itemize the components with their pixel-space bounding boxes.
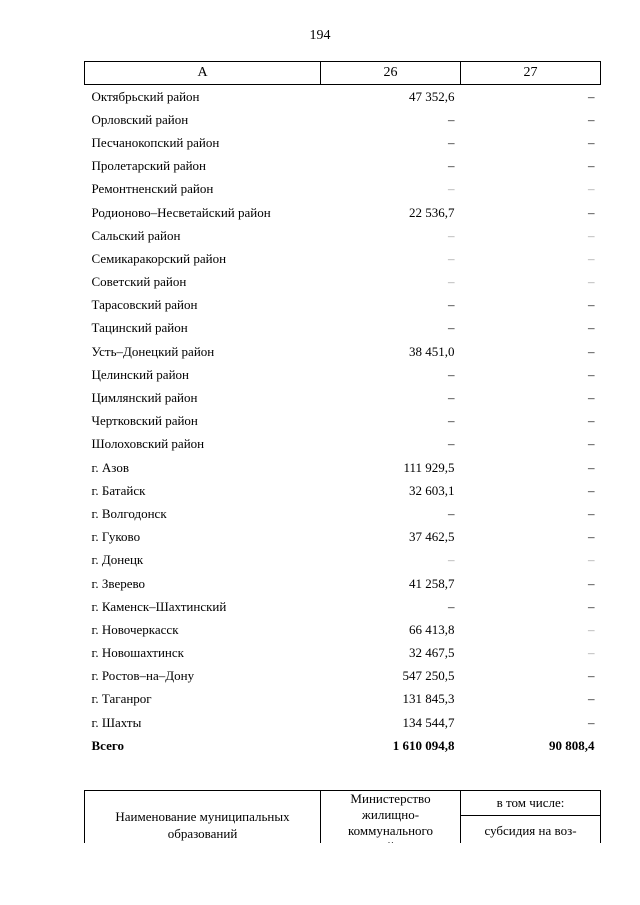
value-col-27: – bbox=[588, 274, 595, 290]
municipality-name: г. Новочеркасск bbox=[91, 621, 179, 637]
table-row bbox=[85, 642, 601, 665]
value-col-26: 37 462,5 bbox=[409, 529, 455, 545]
total-col-26: 1 610 094,8 bbox=[392, 737, 455, 753]
municipality-name: Советский район bbox=[91, 274, 187, 290]
municipality-name: Шолоховский район bbox=[91, 436, 205, 452]
value-col-27: – bbox=[588, 645, 595, 661]
municipality-name: г. Ростов–на–Дону bbox=[91, 668, 195, 684]
table-row bbox=[85, 456, 601, 479]
value-col-26: – bbox=[448, 297, 455, 313]
value-col-27: – bbox=[588, 413, 595, 429]
appendix-table bbox=[84, 61, 601, 757]
value-col-27: – bbox=[588, 250, 595, 266]
value-col-26: – bbox=[448, 390, 455, 406]
table-row bbox=[85, 479, 601, 502]
value-col-26: 41 258,7 bbox=[409, 575, 455, 591]
value-col-27: – bbox=[588, 297, 595, 313]
value-col-27: – bbox=[588, 390, 595, 406]
municipality-name: Пролетарский район bbox=[91, 158, 207, 174]
table-row bbox=[85, 85, 601, 109]
value-col-26: – bbox=[448, 505, 455, 521]
table-row bbox=[85, 526, 601, 549]
value-col-27: – bbox=[588, 691, 595, 707]
value-col-26: – bbox=[448, 111, 455, 127]
value-col-26: 111 929,5 bbox=[403, 459, 455, 475]
value-col-26: – bbox=[448, 181, 455, 197]
value-col-26: – bbox=[448, 134, 455, 150]
value-col-26: 38 451,0 bbox=[409, 343, 455, 359]
page-bottom-margin bbox=[0, 843, 640, 905]
table-row bbox=[85, 711, 601, 734]
value-col-27: – bbox=[588, 343, 595, 359]
municipality-name: Ремонтненский район bbox=[91, 181, 214, 197]
value-col-26: 32 603,1 bbox=[409, 482, 455, 498]
value-col-26: 32 467,5 bbox=[409, 645, 455, 661]
value-col-27: – bbox=[588, 598, 595, 614]
table-row bbox=[85, 386, 601, 409]
value-col-26: – bbox=[448, 158, 455, 174]
municipality-name: г. Шахты bbox=[91, 714, 142, 730]
column-header-ministry: Министерство жилищно-коммунального bbox=[321, 791, 461, 856]
value-col-26: 131 845,3 bbox=[402, 691, 455, 707]
column-header-26: 26 bbox=[321, 62, 461, 85]
municipality-name: Родионово–Несветайский район bbox=[91, 204, 271, 220]
total-label: Всего bbox=[91, 737, 124, 753]
column-header-municipality: Наименование муниципальных образований bbox=[85, 791, 321, 856]
value-col-27: – bbox=[588, 436, 595, 452]
value-col-27: – bbox=[588, 714, 595, 730]
table-row bbox=[85, 688, 601, 711]
table-row bbox=[85, 131, 601, 154]
value-col-26: – bbox=[448, 413, 455, 429]
value-col-26: – bbox=[448, 227, 455, 243]
value-col-27: – bbox=[588, 111, 595, 127]
municipality-name: г. Батайск bbox=[91, 482, 146, 498]
table-row bbox=[85, 340, 601, 363]
municipality-name: г. Азов bbox=[91, 459, 129, 475]
value-col-26: 66 413,8 bbox=[409, 621, 455, 637]
value-col-27: – bbox=[588, 227, 595, 243]
value-col-27: – bbox=[588, 482, 595, 498]
municipality-name: Семикаракорский район bbox=[91, 250, 227, 266]
column-header-including: в том числе: bbox=[461, 791, 601, 816]
municipality-name: г. Гуково bbox=[91, 529, 141, 545]
municipality-name: г. Новошахтинск bbox=[91, 645, 184, 661]
municipality-name: Сальский район bbox=[91, 227, 181, 243]
value-col-27: – bbox=[588, 575, 595, 591]
table-row bbox=[85, 363, 601, 386]
table-body bbox=[85, 85, 601, 758]
municipality-name: г. Зверево bbox=[91, 575, 146, 591]
table-row bbox=[85, 410, 601, 433]
value-col-27: – bbox=[588, 320, 595, 336]
table-row bbox=[85, 502, 601, 525]
value-col-27: – bbox=[588, 621, 595, 637]
table-row bbox=[85, 618, 601, 641]
municipality-name: Целинский район bbox=[91, 366, 189, 382]
value-col-27: – bbox=[588, 366, 595, 382]
value-col-27: – bbox=[588, 158, 595, 174]
municipality-name: г. Донецк bbox=[91, 552, 144, 568]
value-col-26: – bbox=[448, 250, 455, 266]
table-row bbox=[85, 317, 601, 340]
table-row bbox=[85, 595, 601, 618]
table-row bbox=[85, 201, 601, 224]
value-col-27: – bbox=[588, 668, 595, 684]
page-number: 194 bbox=[309, 28, 331, 43]
total-row bbox=[85, 734, 601, 757]
table-row bbox=[85, 155, 601, 178]
table-row bbox=[85, 178, 601, 201]
table-row bbox=[85, 108, 601, 131]
value-col-26: – bbox=[448, 366, 455, 382]
municipality-name: Цимлянский район bbox=[91, 390, 198, 406]
municipality-name: г. Каменск–Шахтинский bbox=[91, 598, 227, 614]
municipality-name: Усть–Донецкий район bbox=[91, 343, 215, 359]
value-col-26: – bbox=[448, 598, 455, 614]
value-col-26: – bbox=[448, 274, 455, 290]
table-header-row bbox=[85, 62, 601, 85]
value-col-27: – bbox=[588, 181, 595, 197]
value-col-27: – bbox=[588, 552, 595, 568]
value-col-27: – bbox=[588, 134, 595, 150]
value-col-26: – bbox=[448, 436, 455, 452]
table-row bbox=[85, 247, 601, 270]
municipality-name: Орловский район bbox=[91, 111, 189, 127]
table-row bbox=[85, 665, 601, 688]
value-col-26: 22 536,7 bbox=[409, 204, 455, 220]
value-col-27: – bbox=[588, 459, 595, 475]
value-col-26: – bbox=[448, 320, 455, 336]
column-header-27: 27 bbox=[461, 62, 601, 85]
municipality-name: Октябрьский район bbox=[91, 88, 200, 104]
total-col-27: 90 808,4 bbox=[549, 737, 595, 753]
value-col-27: – bbox=[588, 505, 595, 521]
municipality-name: Чертковский район bbox=[91, 413, 198, 429]
value-col-27: – bbox=[588, 204, 595, 220]
value-col-27: – bbox=[588, 529, 595, 545]
value-col-26: – bbox=[448, 552, 455, 568]
column-header-subsidy: субсидия на воз- bbox=[461, 815, 601, 855]
municipality-name: г. Таганрог bbox=[91, 691, 152, 707]
value-col-26: 134 544,7 bbox=[402, 714, 455, 730]
value-col-26: 47 352,6 bbox=[409, 88, 455, 104]
table-row bbox=[85, 433, 601, 456]
table-row bbox=[85, 549, 601, 572]
value-col-27: – bbox=[588, 88, 595, 104]
value-col-26: 547 250,5 bbox=[402, 668, 455, 684]
municipality-name: Песчанокопский район bbox=[91, 134, 220, 150]
table-row bbox=[85, 294, 601, 317]
table-row bbox=[85, 224, 601, 247]
municipality-name: Тацинский район bbox=[91, 320, 188, 336]
table-row bbox=[85, 572, 601, 595]
column-header-a: А bbox=[85, 62, 321, 85]
municipality-name: г. Волгодонск bbox=[91, 505, 167, 521]
municipality-name: Тарасовский район bbox=[91, 297, 198, 313]
table-row bbox=[85, 271, 601, 294]
